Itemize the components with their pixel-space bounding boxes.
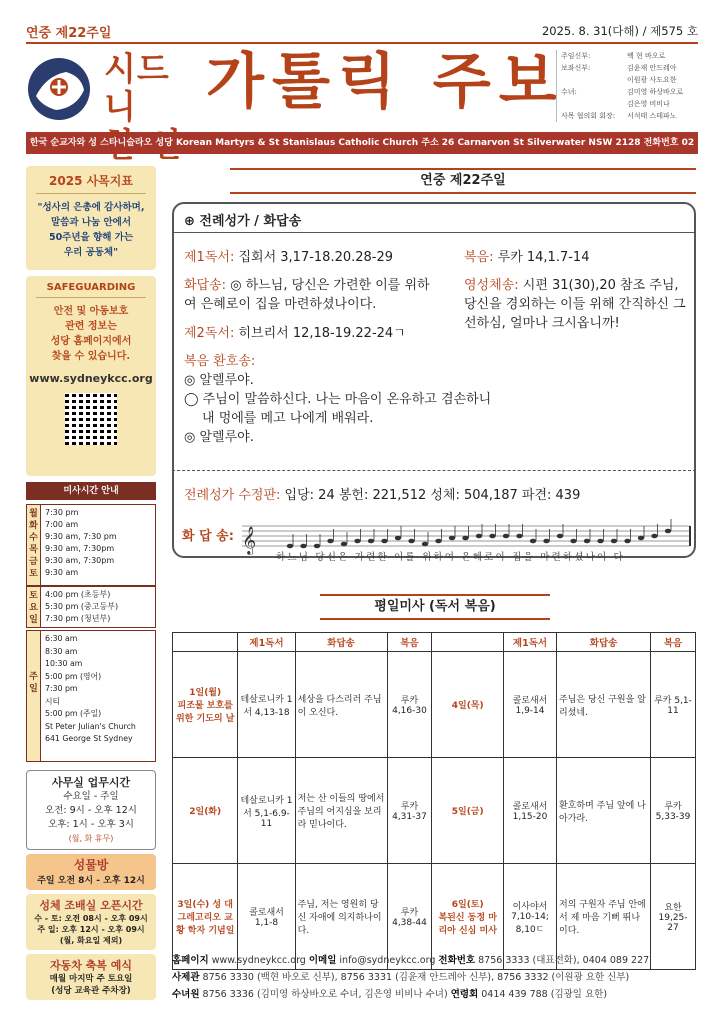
reading-text: 히브리서 12,18-19.22-24ㄱ xyxy=(234,326,406,341)
footer-label: 사제관 xyxy=(172,972,200,983)
acclamation-line: ◎ 알렐루야. xyxy=(184,373,254,388)
safe-line: 성당 홈페이지에서 xyxy=(50,336,132,347)
reading-cell: 세상을 다스리러 주님이 오신다. xyxy=(295,652,387,758)
reading-label: 제1독서: xyxy=(184,250,235,265)
safeguarding-title: SAFEGUARDING xyxy=(36,282,146,298)
music-note xyxy=(408,539,414,544)
music-note xyxy=(476,534,482,539)
day-cell xyxy=(173,652,238,758)
col-header: 제1독서 xyxy=(238,633,295,652)
mass-time: 5:30 pm (중고등부) xyxy=(45,602,119,611)
reading-cell: 저는 산 이들의 땅에서 주님의 어지심을 보리라 믿나이다. xyxy=(295,758,387,864)
mass-times-title: 미사시간 안내 xyxy=(26,482,156,500)
car-blessing-box xyxy=(26,954,156,1000)
mass-time: 9:30 am, 7:30pm xyxy=(45,544,115,553)
col-header: 화답송 xyxy=(557,633,651,652)
mass-times xyxy=(41,505,117,585)
car-blessing-line: (성당 교육관 주차장) xyxy=(51,986,131,996)
motto-title: 2025 사목지표 xyxy=(36,172,146,194)
day-cell xyxy=(432,652,504,758)
paper-title: 가톨릭 주보 xyxy=(206,47,565,117)
mass-time: 9:30 am xyxy=(45,568,79,577)
mass-time: 7:30 pm xyxy=(45,684,78,693)
music-note xyxy=(287,544,293,549)
mass-time: 10:30 am xyxy=(45,659,83,668)
psalm-score xyxy=(180,512,692,562)
music-note xyxy=(449,536,455,541)
music-note xyxy=(422,542,428,547)
col-header: 화답송 xyxy=(295,633,387,652)
mass-time: 4:00 pm (초등부) xyxy=(45,590,111,599)
staff-name: 김은영 비비나 xyxy=(627,100,670,108)
col-header: 제1독서 xyxy=(503,633,556,652)
footer-label: 이메일 xyxy=(308,955,337,966)
mass-times xyxy=(41,587,118,627)
mass-time: 8:30 am xyxy=(45,646,78,656)
motto-line: 우리 공동체" xyxy=(63,247,119,258)
psalm-lyrics: 하느님 당신은 가련한 이를 위하여 은혜로이 집을 마련하셨나이 다 xyxy=(276,552,625,562)
day-line: 피조물 보호를 위한 기도의 날 xyxy=(175,701,235,724)
day-line: 5일(금) xyxy=(451,807,484,817)
hymn-numbers xyxy=(184,486,690,505)
card-dashed-divider xyxy=(172,470,696,471)
acclamation-line: 내 멍에를 메고 나에게 배워라. xyxy=(202,411,374,426)
communion-antiphon xyxy=(464,276,690,333)
reading-cell: 루카 5,33-39 xyxy=(651,758,696,864)
motto-line: "성사의 은총에 감사하며, xyxy=(37,202,145,213)
reading-cell: 루카 5,1-11 xyxy=(651,652,696,758)
issue-date: 2025. 8. 31(다해) / 제575 호 xyxy=(541,24,698,38)
car-blessing-title: 자동차 축복 예식 xyxy=(49,959,133,972)
church-info-bar: 한국 순교자와 성 스타니슬라오 성당 Korean Martyrs & St Stanislaus Catholic Church 주소 26 Carnarvon St Silverwater NSW 2128 전화번호 02 8756 3333 xyxy=(26,132,698,154)
weekday-mass-title: 평일미사 (독서 복음) xyxy=(320,594,550,620)
music-note xyxy=(570,539,576,544)
footer-value: 0414 439 788 (김광일 요한) xyxy=(478,989,608,1000)
gift-shop-title: 성물방 xyxy=(73,858,109,872)
col-header: 복음 xyxy=(651,633,696,652)
gift-shop-hours: 주일 오전 8시 - 오후 12시 xyxy=(37,876,145,886)
reading-text: 시편 31(30),20 참조 주님, 당신을 경외하는 이들 위해 간직하신 그 선하심, 얼마나 크시옵니까! xyxy=(464,278,686,331)
liturgy-card-title: ⊕ 전례성가 / 화답송 xyxy=(184,214,302,229)
music-note xyxy=(638,536,644,541)
staff-row xyxy=(561,98,698,110)
staff-role: 사목 협의회 회장: xyxy=(561,112,616,120)
mass-block-saturday xyxy=(26,586,156,628)
reading-label: 전례성가 수정판: xyxy=(184,488,281,503)
col-day xyxy=(173,633,238,652)
mass-time: 9:30 am, 7:30pm xyxy=(45,556,115,565)
col-header: 복음 xyxy=(387,633,432,652)
day-line: 1일(월) xyxy=(189,688,222,698)
footer-value: 8756 3333 (대표전화), 0404 089 227 xyxy=(475,955,650,966)
mass-time: 7:30 pm (청년부) xyxy=(45,614,111,623)
staff-row xyxy=(561,74,698,86)
adoration-line: (월, 화요일 제외) xyxy=(59,936,123,945)
acclamation-line: ◯ 주님이 말씀하신다. 나는 마음이 온유하고 겸손하니 xyxy=(184,392,492,407)
reading-cell: 환호하며 주님 앞에 나아가라. xyxy=(557,758,651,864)
gospel-reading xyxy=(464,248,690,267)
reading-cell: 루카 4,16-30 xyxy=(387,652,432,758)
music-note xyxy=(557,534,563,539)
day-line: 3일(수) 성 대 그레고리오 교황 학자 기념일 xyxy=(175,900,235,936)
music-note xyxy=(300,544,306,549)
staff-name: 이원광 사도요한 xyxy=(627,76,677,84)
reading-cell: 저의 구원자 주님 안에서 제 마음 기뻐 뛰나이다. xyxy=(557,864,651,970)
adoration-box xyxy=(26,894,156,950)
office-title: 사무실 업무시간 xyxy=(51,776,131,789)
footer-value: info@sydneykcc.org xyxy=(336,955,439,966)
day-cell xyxy=(432,758,504,864)
first-reading xyxy=(184,248,454,267)
staff-row xyxy=(561,86,698,98)
website-link[interactable]: www.sydneykcc.org xyxy=(29,372,153,385)
mass-days: 주일 xyxy=(27,631,41,761)
music-note xyxy=(665,529,671,534)
mass-time: 5:00 pm (주일) xyxy=(45,709,102,718)
footer-label: 홈페이지 xyxy=(172,955,209,966)
music-note xyxy=(381,539,387,544)
staff-name: 김미영 하상바오로 xyxy=(627,88,684,96)
day-line: 4일(목) xyxy=(451,701,484,711)
reading-cell: 이사야서 7,10-14; 8,10ㄷ xyxy=(503,864,556,970)
acclamation-line: ◎ 알렐루야. xyxy=(184,430,254,445)
reading-cell: 콜로새서 1,15-20 xyxy=(503,758,556,864)
col-day xyxy=(432,633,504,652)
mass-time: St Peter Julian's Church xyxy=(45,721,136,731)
music-note xyxy=(503,534,509,539)
week-label: 연중 제22주일 xyxy=(26,26,112,41)
music-note xyxy=(368,539,374,544)
office-line: 오후: 1시 - 오후 3시 xyxy=(48,819,134,830)
office-line: 오전: 9시 - 오후 12시 xyxy=(45,805,137,816)
safe-line: 찾을 수 있습니다. xyxy=(51,351,131,362)
weekday-readings-table xyxy=(172,632,696,970)
music-note xyxy=(327,539,333,544)
footer-value: www.sydneykcc.org xyxy=(208,955,309,966)
hymn-text: 입당: 24 봉헌: 221,512 성체: 504,187 파견: 439 xyxy=(280,488,581,503)
motto-text xyxy=(26,200,156,260)
day-line: 복된신 동정 마리아 신심 미사 xyxy=(438,913,497,936)
music-note xyxy=(489,534,495,539)
music-note xyxy=(584,539,590,544)
staff-role xyxy=(561,98,627,110)
safeguarding-text xyxy=(26,304,156,364)
music-note xyxy=(530,539,536,544)
office-line: (월, 화 휴무) xyxy=(68,834,114,843)
reading-cell: 주님은 당신 구원을 알리셨네. xyxy=(557,652,651,758)
day-cell xyxy=(173,758,238,864)
card-divider xyxy=(172,232,696,233)
mass-time: 7:00 am xyxy=(45,520,79,529)
music-note xyxy=(314,544,320,549)
footer-value: 8756 3330 (백현 바오로 신부), 8756 3331 (김윤재 안드레아 신부), 8756 3332 (이원광 요한 신부) xyxy=(199,972,630,983)
contact-footer xyxy=(172,952,696,1003)
music-note xyxy=(597,539,603,544)
mass-block-sunday xyxy=(26,630,156,762)
table-row xyxy=(173,652,696,758)
reading-label: 복음 환호송: xyxy=(184,354,256,369)
footer-line xyxy=(172,986,696,1003)
music-note xyxy=(354,539,360,544)
reading-cell: 루카 4,38-44 xyxy=(387,864,432,970)
org-name-line1: 시드니 xyxy=(104,49,170,126)
day-line: 2일(화) xyxy=(189,807,222,817)
mass-days: 토요일 xyxy=(27,587,41,627)
mass-times xyxy=(41,631,136,761)
staff-role: 보좌신부: xyxy=(561,64,591,72)
footer-label: 전화번호 xyxy=(438,955,476,966)
table-row xyxy=(173,758,696,864)
safe-line: 안전 및 아동보호 xyxy=(53,306,129,317)
mass-days: 월화수목금토 xyxy=(27,505,41,585)
mass-block-weekday xyxy=(26,504,156,586)
footer-value: 8756 3336 (김미영 하상바오로 수녀, 김은영 비비나 수녀) xyxy=(199,989,451,1000)
second-reading xyxy=(184,324,454,343)
reading-text: 집회서 3,17-18.20.28-29 xyxy=(234,250,394,265)
reading-label: 제2독서: xyxy=(184,326,235,341)
reading-cell: 테살로니카 1서 4,13-18 xyxy=(238,652,295,758)
reading-label: 화답송: xyxy=(184,278,227,293)
psalm xyxy=(184,276,434,314)
staff-row xyxy=(561,50,698,62)
motto-box xyxy=(26,166,156,270)
office-line: 수요일 - 주일 xyxy=(63,791,119,802)
car-blessing-line: 매월 마지막 주 토요일 xyxy=(49,974,133,984)
staff-role xyxy=(561,74,627,86)
music-note xyxy=(341,542,347,547)
music-note xyxy=(395,536,401,541)
reading-cell: 주님, 저는 영원히 당신 자애에 의지하나이다. xyxy=(295,864,387,970)
reading-text: ◎ 하느님, 당신은 가련한 이를 위하여 은혜로이 집을 마련하셨나이다. xyxy=(184,278,430,312)
music-note xyxy=(651,534,657,539)
adoration-line: 수 - 토: 오전 08시 - 오후 09시 xyxy=(34,914,148,923)
table-header-row xyxy=(173,633,696,652)
footer-label: 수녀원 xyxy=(172,989,200,1000)
reading-cell: 콜로새서 1,9-14 xyxy=(503,652,556,758)
mass-time: 시티 xyxy=(45,696,61,706)
safe-line: 관련 정보는 xyxy=(65,321,117,332)
office-hours-box xyxy=(26,770,156,850)
music-note xyxy=(543,539,549,544)
staff-name: 김윤재 안드레아 xyxy=(627,64,677,72)
reading-label: 영성체송: xyxy=(464,278,519,293)
mass-time: 9:30 am, 7:30 pm xyxy=(45,532,117,541)
adoration-title: 성체 조배실 오픈시간 xyxy=(39,899,143,912)
church-logo-icon xyxy=(26,56,92,122)
footer-label: 연령회 xyxy=(450,989,479,1000)
reading-cell: 요한 19,25-27 xyxy=(651,864,696,970)
music-note xyxy=(435,539,441,544)
mass-time: 6:30 am xyxy=(45,634,78,643)
gospel-acclamation xyxy=(184,352,684,447)
mass-time: 5:00 pm (영어) xyxy=(45,671,102,681)
staff-role: 수녀: xyxy=(561,88,577,96)
adoration-line: 주 일: 오후 12시 - 오후 09시 xyxy=(37,925,145,934)
music-note xyxy=(462,536,468,541)
day-line: 6일(토) xyxy=(451,900,484,910)
motto-line: 말씀과 나눔 안에서 xyxy=(50,217,132,228)
staff-row xyxy=(561,110,698,122)
staff-list xyxy=(556,50,698,122)
footer-line xyxy=(172,969,696,986)
sunday-title: 연중 제22주일 xyxy=(230,168,696,194)
music-note xyxy=(516,534,522,539)
safeguarding-box xyxy=(26,276,156,476)
staff-role: 주임신부: xyxy=(561,52,591,60)
staff-name: 서석태 스테파노 xyxy=(627,112,677,120)
staff-row xyxy=(561,62,698,74)
svg-text:화 답 송:: 화 답 송: xyxy=(182,529,234,544)
reading-cell: 콜로새서 1,1-8 xyxy=(238,864,295,970)
music-note xyxy=(624,539,630,544)
gift-shop-box xyxy=(26,854,156,890)
svg-text:𝄞: 𝄞 xyxy=(242,526,257,554)
footer-line xyxy=(172,952,696,969)
mass-time: 641 George St Sydney xyxy=(45,734,133,743)
qr-code-icon[interactable] xyxy=(65,393,117,445)
reading-cell: 루카 4,31-37 xyxy=(387,758,432,864)
mass-time: 7:30 pm xyxy=(45,508,79,517)
reading-cell: 테살로니카 1서 5,1-6.9-11 xyxy=(238,758,295,864)
reading-label: 복음: xyxy=(464,250,494,265)
reading-text: 루카 14,1.7-14 xyxy=(493,250,590,265)
motto-line: 50주년을 향해 가는 xyxy=(48,232,134,243)
staff-name: 백 현 바오로 xyxy=(627,52,666,60)
music-note xyxy=(611,539,617,544)
